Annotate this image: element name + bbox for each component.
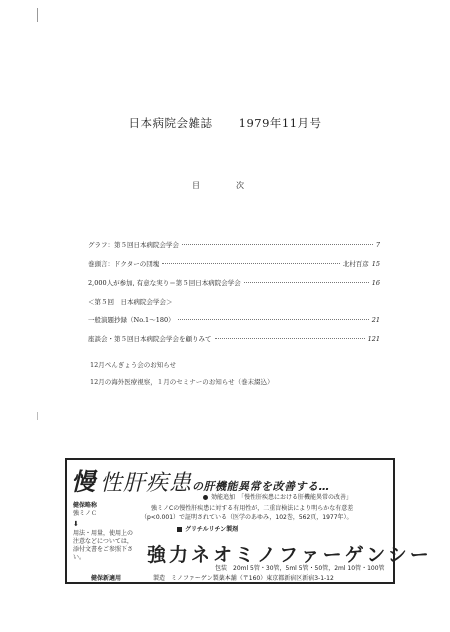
ad-packaging: 包装 20ml 5管・30管，5ml 5管・50管，2ml 10管・100管 xyxy=(215,565,385,572)
toc-entry-page: 15 xyxy=(371,260,380,268)
leader-dots xyxy=(244,282,369,283)
toc-title: 目 次 xyxy=(192,181,258,190)
notice-line: 12月の海外医療視察，１月のセミナーのお知らせ（巻末綴込） xyxy=(90,378,274,386)
leader-dots xyxy=(178,319,369,320)
toc-entry[interactable] xyxy=(88,315,380,324)
section-label: ＜第５回 日本病院会学会＞ xyxy=(88,298,173,306)
toc-entry-page: 21 xyxy=(371,316,380,324)
ad-brand-name: 強力ネオミノファーゲンシー xyxy=(147,544,432,566)
toc-entry-author: 北村百彦 xyxy=(342,260,369,268)
ad-manufacturer: 製造 ミノファーゲン製薬本舗（〒160）東京都新宿区新宿3-1-12 xyxy=(153,575,334,582)
toc-entry[interactable] xyxy=(88,334,380,343)
advertisement xyxy=(65,458,432,584)
notice-line: 12月ぺんぎょう会のお知らせ xyxy=(90,361,177,369)
leader-dots xyxy=(162,263,339,264)
toc-entry-title: 座談会・第５回日本病院会学会を顧りみて xyxy=(88,335,212,343)
toc-entry-title: 2,000人が参加, 有意な実り＝第５回日本病院会学会 xyxy=(88,279,241,287)
ad-usage-note: 用法・用量，使用上の注意などについては，添付文書をご参照下さい。 xyxy=(73,530,134,561)
toc-entry-title: 一般演題抄録（No.1～180） xyxy=(88,316,175,324)
ad-ingredient: グリチルリチン製剤 xyxy=(177,524,238,533)
ad-efficacy-heading: 効能追加 「慢性肝疾患における肝機能異常の改善」 xyxy=(203,492,352,501)
toc-entry[interactable] xyxy=(88,240,380,249)
leader-dots xyxy=(182,244,373,245)
ad-headline: 慢 性肝疾患の肝機能異常を改善する… xyxy=(71,468,331,496)
arrow-down-icon: ⬇ xyxy=(73,520,79,528)
scan-mark xyxy=(37,8,38,22)
ad-efficacy-text: 強ミノCの慢性肝疾患に対する有用性が，二重盲検法により明らかな有意差 xyxy=(151,505,354,512)
toc-entry[interactable] xyxy=(88,278,380,287)
toc-entry-title: グラフ：第５回日本病院会学会 xyxy=(88,241,179,249)
bullet-icon xyxy=(203,495,208,500)
journal-title: 日本病院会雑誌 xyxy=(128,116,213,130)
toc-entry-page: 121 xyxy=(367,335,380,343)
toc-entry-title: 巻頭言：ドクターの団塊 xyxy=(88,260,160,268)
toc-entry[interactable] xyxy=(88,259,380,268)
journal-header xyxy=(0,115,450,131)
square-bullet-icon xyxy=(177,527,182,532)
toc-entry-page: 16 xyxy=(371,279,380,287)
scan-mark xyxy=(37,412,38,420)
toc-entry-page: 7 xyxy=(375,241,380,249)
ad-insurance-status: 健保新適用 xyxy=(91,575,122,582)
ad-insurance-name: 健保略称 強ミノＣ xyxy=(73,502,98,517)
leader-dots xyxy=(215,338,365,339)
issue-date: 1979年11月号 xyxy=(238,116,322,130)
ad-efficacy-text: （p<0.001）で証明されている（医学のあゆみ，102巻，562頁，1977年）。 xyxy=(141,514,353,521)
